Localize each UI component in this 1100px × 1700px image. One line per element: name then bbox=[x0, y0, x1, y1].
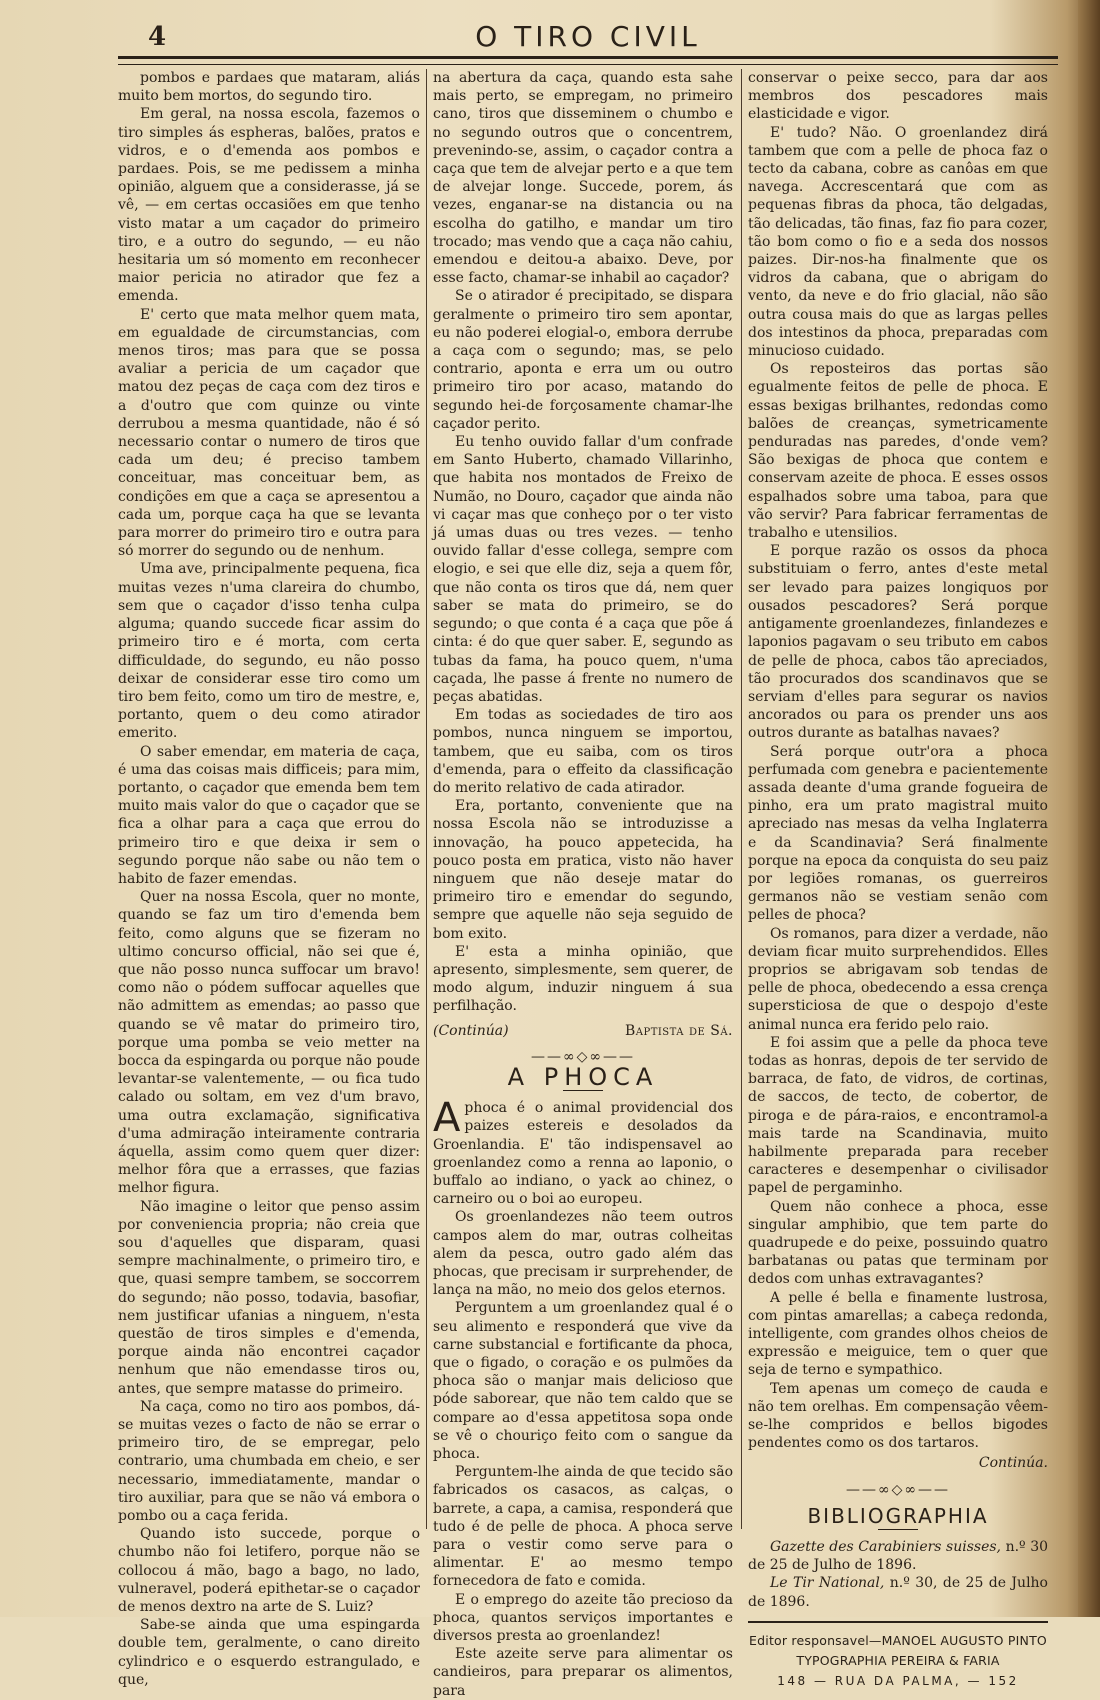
paragraph: A pelle é bella e finamente lustrosa, com pintas amarellas; a cabeça redonda, intelligente, com grandes olhos cheios de expressão e meiguice, tem o quer que seja de terno e sympathico. bbox=[748, 1289, 1048, 1379]
paragraph bbox=[433, 1095, 733, 1208]
bibliography-entry bbox=[748, 1574, 1048, 1610]
paragraph: na abertura da caça, quando esta sahe mais perto, se empregam, no primeiro cano, tiros que disseminem o chumbo e no segundo outros que o concentrem, prevenindo-se, assim, o caçador contra a caça que tem de alvejar perto e a que tem de alvejar longe. Succede, porem, ás vezes, enganar-se na distancia ou na escolha do gatilho, e mandar um tiro trocado; mas vendo que a caça não cahiu, emendou e deitou-a abaixo. Deve, por esse facto, chamar-se inhabil ao caçador? bbox=[433, 70, 733, 287]
paragraph: Perguntem a um groenlandez qual é o seu alimento e responderá que vive da carne substancial e fortificante da phoca, que o figado, o coração e os pulmões da phoca são o manjar mais delicioso que póde saborear, que não tem caldo que se compare ao d'essa appetitosa sopa onde se vê o chouriço feito com o sangue da phoca. bbox=[433, 1300, 733, 1463]
address-line: 148 — RUA DA PALMA, — 152 bbox=[777, 1673, 1019, 1688]
header-rule bbox=[118, 56, 1058, 65]
continua-note: Continúa. bbox=[978, 1455, 1048, 1472]
paragraph: E' esta a minha opinião, que apresento, simplesmente, sem querer, de modo algum, induzir ninguem á sua perfilhação. bbox=[433, 943, 733, 1015]
bibliography-title: BIBLIOGRAPHIA bbox=[807, 1503, 989, 1528]
paragraph: Era, portanto, conveniente que na nossa Escola não se introduzisse a innovação, ha pouco appetecida, ha pouco posta em pratica, visto não haver ninguem que não deseje matar do primeiro tiro e emendar do segundo, sempre que aquelle não seja seguido de bom exito. bbox=[433, 798, 733, 942]
title-rule bbox=[878, 1529, 918, 1530]
paragraph: Em geral, na nossa escola, fazemos o tiro simples ás espheras, balões, pratos e vidros, e o d'emenda aos pombos e pardaes. Pois, se me pedissem a minha opinião, alguem que a considerasse, já se vê, — em certas occasiões em que tenho visto matar a um caçador do primeiro tiro, e a outro do segundo, — eu não hesitaria um só momento em reconhecer maior pericia no atirador que fez a emenda. bbox=[118, 106, 420, 305]
paragraph: Quando isto succede, porque o chumbo não foi letifero, porque não se collocou á mão, bago a bago, no lado, vulneravel, poderá epithetar-se o caçador de menos dextro na arte de S. Luiz? bbox=[118, 1526, 420, 1616]
paragraph-text: phoca é o animal providencial dos paizes estereis e desolados da Groenlandia. E' tão indispensavel ao groenlandez como a renna ao laponio, o buffalo ao indiano, o yack ao chinez, o carneiro ou o boi ao europeu. bbox=[433, 1100, 733, 1208]
paragraph: Quer na nossa Escola, quer no monte, quando se faz um tiro d'emenda bem feito, como alguns que se fizeram no ultimo concurso official, não sei que é, que não posso nunca suffocar um bravo! como não o pódem suffocar aquelles que não admittem as emendas; ao passo que quando se vê matar do primeiro tiro, porque uma pomba se veio metter na bocca da espingarda ou porque não poude levantar-se valentemente, — ou fica tudo calado ou soltam, em vez d'um bravo, uma outra exclamação, significativa d'uma admiração inteiramente contraria áquella, assim como quem quer dizer: melhor fôra que a errasses, que fazias melhor figura. bbox=[118, 889, 420, 1197]
paragraph: Será porque outr'ora a phoca perfumada com genebra e pacientemente assada deante d'uma grande fogueira de pinho, era um prato magistral muito apreciado nas mesas da velha Inglaterra e da Scandinavia? Será finalmente porque na epoca da conquista do seu paiz por legiões romanas, os guerreiros germanos não se vestiam senão com pelles de phoca? bbox=[748, 743, 1048, 924]
paragraph: Quem não conhece a phoca, esse singular amphibio, que tem parte do quadrupede e do peixe, possuindo quatro barbatanas ou patas que terminam por dedos com unhas extravagantes? bbox=[748, 1198, 1048, 1288]
page-number: 4 bbox=[148, 22, 168, 52]
ornament-divider: ——∞◇∞—— bbox=[845, 1481, 951, 1498]
paragraph: Os groenlandezes não teem outros campos alem do mar, outras colheitas alem da pesca, outro gado além das phocas, que precisam ir surprehender, de lança na mão, no meio dos gelos eternos. bbox=[433, 1209, 733, 1299]
paragraph: E' tudo? Não. O groenlandez dirá tambem que com a pelle de phoca faz o tecto da cabana, cobre as canôas em que navega. Accrescentará que com as pequenas fibras da phoca, tão delgadas, tão delicadas, tão finas, faz fio para cozer, tão bom como o fio e a seda dos nossos paizes. Dir-nos-ha finalmente que os vidros da cabana, que o abrigam do vento, da neve e do frio glacial, não são outra cousa mais do que as largas pelles dos intestinos da phoca, preparadas com minucioso cuidado. bbox=[748, 124, 1048, 360]
column-2 bbox=[433, 69, 733, 1700]
paragraph: Este azeite serve para alimentar os candieiros, para preparar os alimentos, para bbox=[433, 1646, 733, 1699]
paragraph: E o emprego do azeite tão precioso da phoca, quantos serviços importantes e diversos presta ao groenlandez! bbox=[433, 1591, 733, 1645]
publication-title: Gazette des Carabiniers suisses, bbox=[770, 1539, 1002, 1556]
paragraph: E' certo que mata melhor quem mata, em egualdade de circumstancias, com menos tiros; mas para que se possa avaliar a pericia de um caçador que matou dez peças de caça com dez tiros e a d'outro que com quinze ou vinte derrubou a mesma quantidade, não é só necessario contar o numero de tiros que cada um deu; é preciso tambem conceituar, mas conceituar bem, as condições em que a caça se apresentou a cada um, porque caça ha que se levanta para morrer do primeiro tiro e outra para só morrer do segundo ou de nenhum. bbox=[118, 306, 420, 560]
paragraph: O saber emendar, em materia de caça, é uma das coisas mais difficeis; para mim, portanto, o caçador que emenda bem tem muito mais valor do que o caçador que se fica a olhar para a caça que errou do primeiro tiro e que deixa ir sem o segundo porque não sabe ou não tem o habito de fazer emendas. bbox=[118, 743, 420, 887]
masthead: O TIRO CIVIL bbox=[475, 20, 701, 53]
paragraph: Eu tenho ouvido fallar d'um confrade em Santo Huberto, chamado Villarinho, que habita nos montados de Freixo de Numão, no Douro, caçador que ainda não vi caçar mas que conheço por o ter visto já umas duas ou tres vezes. — tenho ouvido fallar d'esse collega, sempre com elogio, e sei que elle diz, seja a quem fôr, que não conta os tiros que dá, nem quer saber se mata do primeiro, se do segundo; o que conta é a caça que põe á cinta: é do que quer saber. E, segundo as tubas da fama, ha pouco quem, n'uma caçada, lhe passe á frente no numero de peças abatidas. bbox=[433, 434, 733, 705]
paragraph: E porque razão os ossos da phoca substituiam o ferro, antes d'este metal ser levado para paizes longiquos por ousados pescadores? Será porque antigamente groenlandezes, finlandezes e laponios pagavam o seu tributo em cabos de pelle de phoca, cabos tão apreciados, tão procurados dos scandinavos que se serviam d'elles para segurar os navios ancorados ou para os prender uns aos outros durante as batalhas navaes? bbox=[748, 543, 1048, 742]
publication-title: Le Tir National, bbox=[770, 1575, 885, 1592]
page-header bbox=[118, 20, 1058, 58]
paragraph: Uma ave, principalmente pequena, fica muitas vezes n'uma clareira do chumbo, sem que o caçador d'isso tenha culpa alguma; quando succede ficar assim do primeiro tiro e é morta, com certa difficuldade, do segundo, eu não posso deixar de considerar esse tiro como um tiro bem feito, como um tiro de mestre, e, portanto, quem o deu como atirador emerito. bbox=[118, 561, 420, 742]
author-name: Baptista de Sá. bbox=[624, 1022, 733, 1039]
paragraph: Não imagine o leitor que penso assim por conveniencia propria; não creia que sou d'aquelles que disparam, quasi sempre machinalmente, o primeiro tiro, e que, quasi sempre tambem, se soccorrem do segundo; não posso, todavia, basofiar, nem justificar ufanias a ninguem, n'esta questão de tiros simples e d'emenda, porque ainda não encontrei caçador nenhum que não emendasse tiros ou, antes, que sempre matasse do primeiro. bbox=[118, 1198, 420, 1397]
column-3 bbox=[748, 69, 1048, 1691]
paragraph: Sabe-se ainda que uma espingarda double tem, geralmente, o cano direito cylindrico e o esquerdo estrangulado, e que, bbox=[118, 1617, 420, 1688]
binding-edge bbox=[1078, 0, 1100, 1617]
editor-line: Editor responsavel—MANOEL AUGUSTO PINTO bbox=[749, 1632, 1047, 1648]
paragraph: Os reposteiros das portas são egualmente feitos de pelle de phoca. E essas bexigas brilhantes, redondas como balões de creanças, symetricamente penduradas nas paredes, d'onde vem? São bexigas de phoca que contem e conservam azeite de phoca. E esses ossos espalhados sobre uma taboa, para que vão servir? Para fabricar ferramentas de trabalho e utensilios. bbox=[748, 361, 1048, 542]
paragraph: Tem apenas um começo de cauda e não tem orelhas. Em compensação vêem-se-lhe compridos e bellos bigodes pendentes como os dos tartaros. bbox=[748, 1380, 1048, 1452]
column-1 bbox=[118, 69, 420, 1689]
paragraph: E foi assim que a pelle da phoca teve todas as honras, depois de ter servido de barraca, de fato, de vidros, de cortinas, de saccos, de tecto, de cobertor, de piroga e de pára-raios, e encontramol-a mais tarde na Scandinavia, muito habilmente preparada para receber caracteres e desempenhar o civilisador papel de pergaminho. bbox=[748, 1034, 1048, 1197]
paragraph: pombos e pardaes que mataram, aliás muito bem mortos, do segundo tiro. bbox=[118, 70, 420, 105]
article-signoff bbox=[433, 1022, 733, 1040]
paragraph: Em todas as sociedades de tiro aos pombos, nunca ninguem se importou, tambem, que eu saiba, com os tiros d'emenda, para o effeito da classificação do merito relativo de cada atirador. bbox=[433, 707, 733, 796]
column-divider bbox=[741, 69, 742, 1529]
bibliography-entry bbox=[748, 1538, 1048, 1574]
paragraph: Os romanos, para dizer a verdade, não deviam ficar muito surprehendidos. Elles proprios se abrigavam sob tendas de pelle de phoca, obedecendo a essa crença supersticiosa de que o despojo d'este animal nunca era ferido pelo raio. bbox=[748, 925, 1048, 1033]
paragraph: Na caça, como no tiro aos pombos, dá-se muitas vezes o facto de não se errar o primeiro tiro, de se empregar, pelo contrario, uma chumbada em cheio, e ser necessario, immediatamente, mandar o tiro auxiliar, para que se não vá embora o pombo ou a caça ferida. bbox=[118, 1398, 420, 1525]
footer-rule bbox=[748, 1621, 1048, 1623]
publication-details: n.º 30 de 25 de Julho de 1896. bbox=[748, 1539, 1049, 1574]
ornament-divider: ——∞◇∞—— bbox=[530, 1048, 636, 1065]
drop-cap: A bbox=[433, 1095, 461, 1142]
column-divider bbox=[426, 69, 427, 1529]
continua-note: (Continúa) bbox=[433, 1022, 509, 1039]
printer-line: TYPOGRAPHIA PEREIRA & FARIA bbox=[796, 1652, 1000, 1668]
paragraph: Se o atirador é precipitado, se dispara geralmente o primeiro tiro sem apontar, eu não poderei elogial-o, embora derrube a caça com o segundo; mas, se pelo contrario, aponta e erra um ou outro primeiro tiro por acaso, matando do segundo hei-de forçosamente chamar-lhe caçador perito. bbox=[433, 288, 733, 432]
article-title: A PHOCA bbox=[507, 1062, 659, 1091]
paragraph: Perguntem-lhe ainda de que tecido são fabricados os casacos, as calças, o barrete, a capa, a camisa, responderá que tudo é de pelle de phoca. A phoca serve para o vestir como serve para o alimentar. E' ao mesmo tempo fornecedora de fato e comida. bbox=[433, 1464, 733, 1590]
paragraph: conservar o peixe secco, para dar aos membros dos pescadores mais elasticidade e vigor. bbox=[748, 70, 1048, 123]
publication-details: n.º 30, de 25 de Julho de 1896. bbox=[748, 1575, 1048, 1610]
